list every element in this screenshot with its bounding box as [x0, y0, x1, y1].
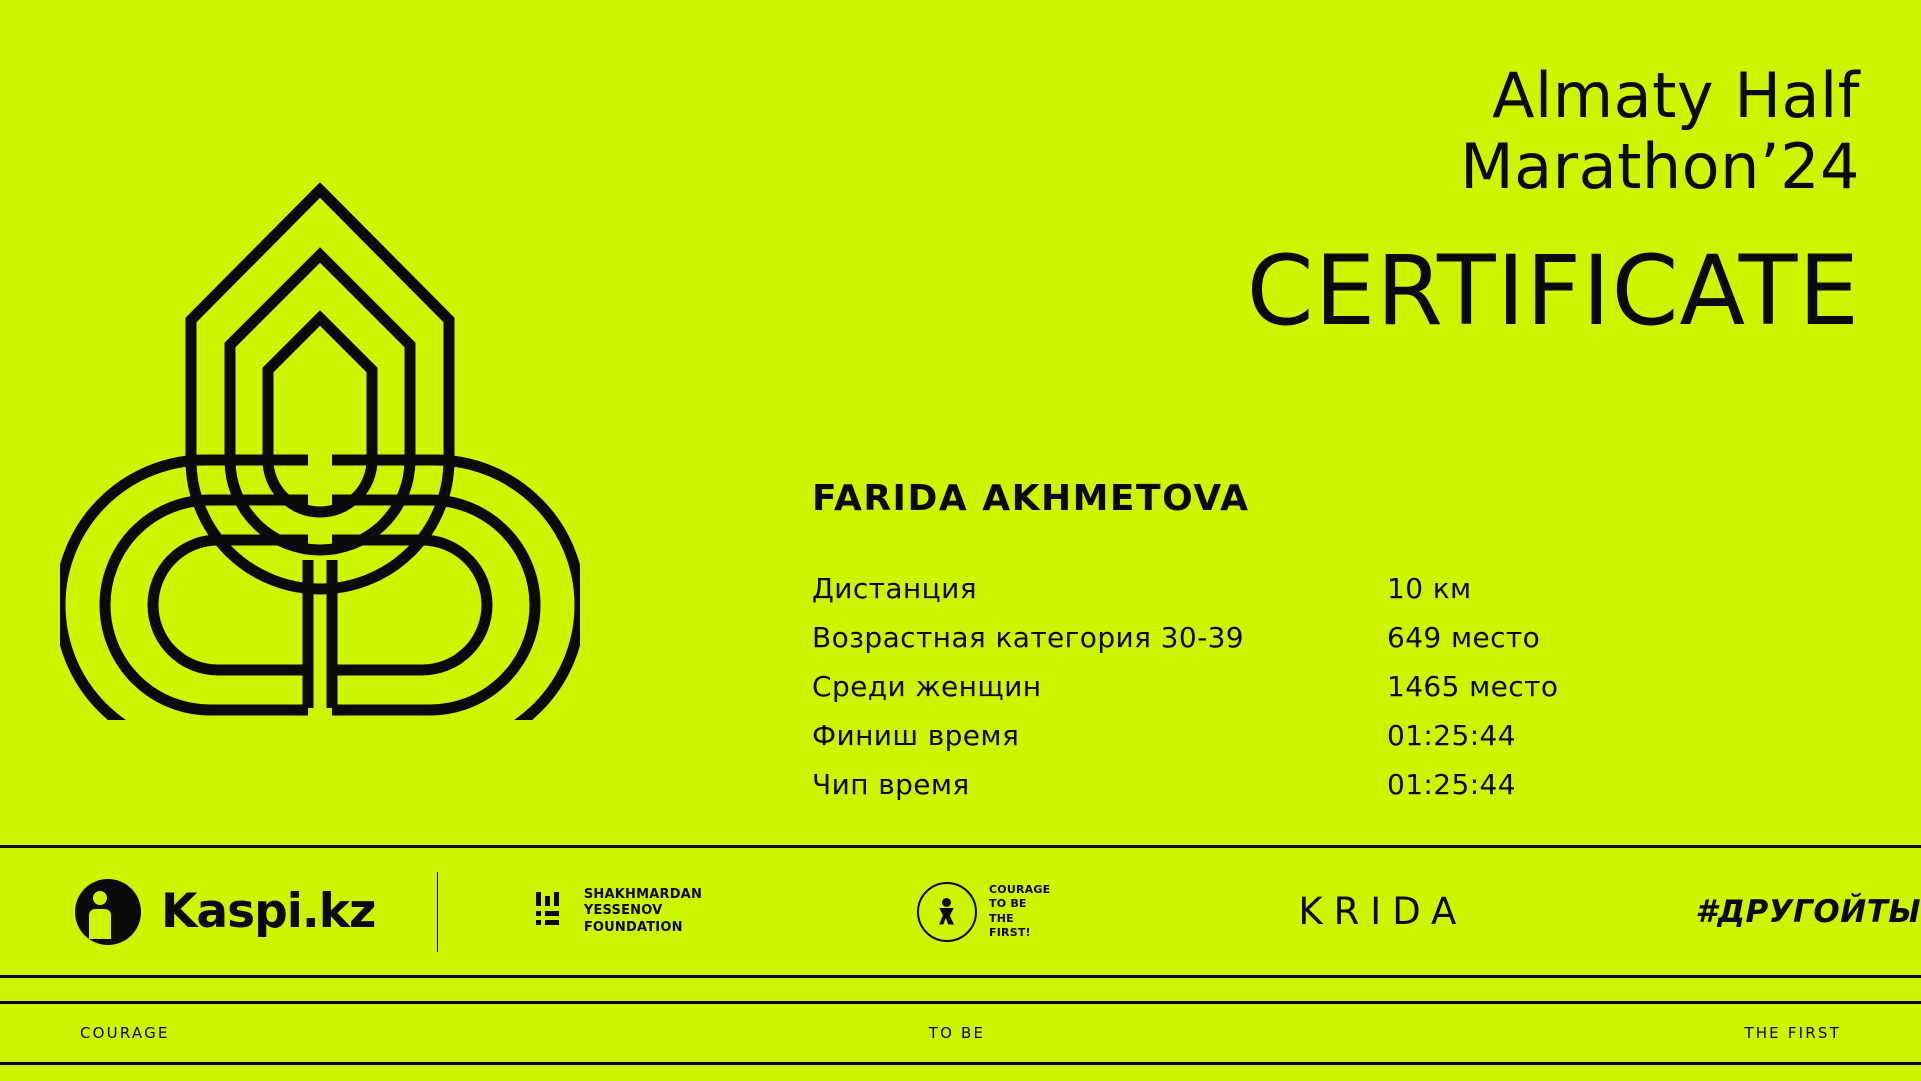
- event-title-line2: Marathon’24: [1460, 130, 1860, 204]
- corporate-fund-runner-icon: [917, 882, 977, 942]
- kaspi-label: Kaspi.kz: [161, 884, 376, 939]
- certificate-word: CERTIFICATE: [1246, 234, 1860, 347]
- yessenov-bars-icon: [536, 892, 570, 932]
- tagline-strip: [0, 1004, 1921, 1062]
- sponsor-corporate-fund: [917, 882, 1050, 942]
- sponsor-bar: [0, 848, 1921, 975]
- tagline-left: COURAGE: [80, 1024, 170, 1042]
- table-row: [812, 768, 1832, 801]
- table-row: [812, 670, 1832, 703]
- kaspi-circle-icon: [75, 879, 141, 945]
- sponsor-kaspi: [75, 879, 375, 945]
- results-table: [812, 572, 1832, 817]
- result-value: 01:25:44: [1387, 719, 1516, 752]
- table-row: [812, 621, 1832, 654]
- divider-mid: [0, 975, 1921, 978]
- tagline-center: TO BE: [928, 1024, 986, 1042]
- almaty-tulip-logo: [60, 160, 580, 720]
- sponsor-krida: KRIDA: [1298, 890, 1468, 933]
- result-label: Возрастная категория 30-39: [812, 621, 1244, 654]
- tagline-right: THE FIRST: [1744, 1024, 1841, 1042]
- athlete-name: FARIDA AKHMETOVA: [812, 478, 1250, 519]
- yessenov-label-line1: SHAKHMARDAN YESSENOV: [583, 887, 703, 919]
- result-value: 01:25:44: [1387, 768, 1516, 801]
- result-value: 10 км: [1387, 572, 1472, 605]
- result-label: Среди женщин: [812, 670, 1042, 703]
- result-label: Финиш время: [812, 719, 1020, 752]
- yessenov-label-line2: FOUNDATION: [583, 919, 683, 935]
- event-title-line1: Almaty Half: [1492, 59, 1860, 132]
- table-row: [812, 572, 1832, 605]
- event-title: [800, 60, 1860, 203]
- corporate-fund-line1: COURAGE: [989, 882, 1051, 896]
- result-label: Чип время: [812, 768, 970, 801]
- sponsor-drugoity: #ДРУГОЙТЫ: [1695, 893, 1921, 930]
- corporate-fund-line2: TO BE: [989, 897, 1027, 911]
- sponsor-yessenov: [536, 887, 702, 936]
- result-value: 1465 место: [1387, 670, 1559, 703]
- corporate-fund-label: [989, 883, 1050, 940]
- yessenov-label: [584, 887, 702, 936]
- result-value: 649 место: [1387, 621, 1541, 654]
- divider-bottom: [0, 1062, 1921, 1065]
- corporate-fund-line3: THE FIRST!: [989, 911, 1031, 939]
- table-row: [812, 719, 1832, 752]
- result-label: Дистанция: [812, 572, 977, 605]
- certificate-heading-block: [800, 59, 1860, 347]
